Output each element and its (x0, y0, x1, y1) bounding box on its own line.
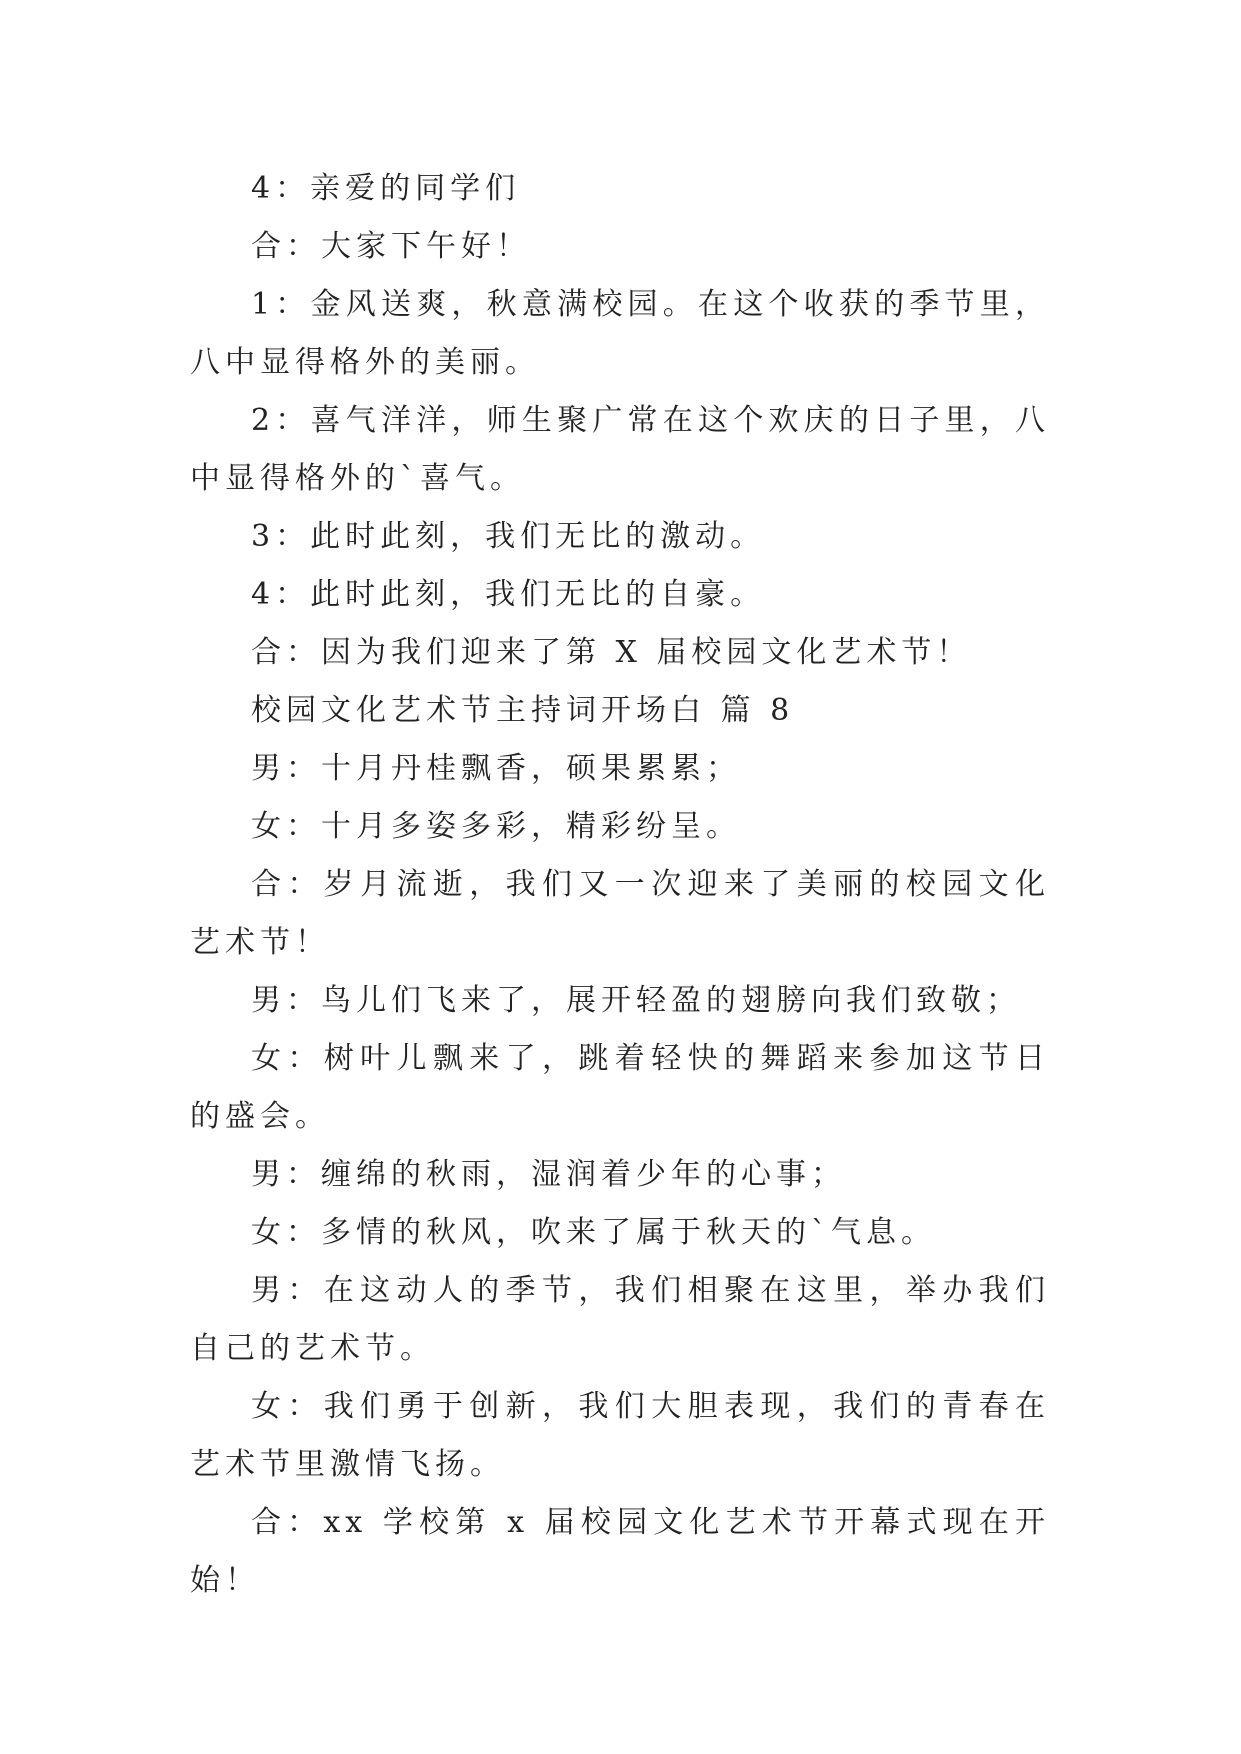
paragraph: 合：岁月流逝，我们又一次迎来了美丽的校园文化艺术节！ (190, 867, 1050, 960)
paragraph: 男：鸟儿们飞来了，展开轻盈的翅膀向我们致敬； (251, 983, 1021, 1018)
paragraph: 1：金风送爽，秋意满校园。在这个收获的季节里，八中显得格外的美丽。 (190, 287, 1050, 380)
paragraph: 3：此时此刻，我们无比的激动。 (251, 519, 766, 554)
section-heading: 校园文化艺术节主持词开场白 篇 8 (251, 693, 795, 728)
paragraph: 合：xx 学校第 x 届校园文化艺术节开幕式现在开始！ (190, 1505, 1050, 1598)
paragraph: 2：喜气洋洋，师生聚广常在这个欢庆的日子里，八中显得格外的`喜气。 (190, 403, 1050, 496)
paragraph: 合：大家下午好！ (251, 229, 531, 264)
paragraph: 女：树叶儿飘来了，跳着轻快的舞蹈来参加这节日的盛会。 (190, 1041, 1050, 1134)
paragraph: 4：此时此刻，我们无比的自豪。 (251, 577, 766, 612)
paragraph: 女：多情的秋风，吹来了属于秋天的`气息。 (251, 1215, 936, 1250)
paragraph: 男：十月丹桂飘香，硕果累累； (251, 751, 741, 786)
paragraph: 男：缠绵的秋雨，湿润着少年的心事； (251, 1157, 846, 1192)
paragraph: 4：亲爱的同学们 (251, 171, 521, 206)
paragraph: 女：我们勇于创新，我们大胆表现，我们的青春在艺术节里激情飞扬。 (190, 1389, 1050, 1482)
paragraph: 女：十月多姿多彩，精彩纷呈。 (251, 809, 741, 844)
paragraph: 男：在这动人的季节，我们相聚在这里，举办我们自己的艺术节。 (190, 1273, 1050, 1366)
paragraph: 合：因为我们迎来了第 X 届校园文化艺术节！ (251, 635, 972, 670)
document-body (190, 160, 1050, 1610)
